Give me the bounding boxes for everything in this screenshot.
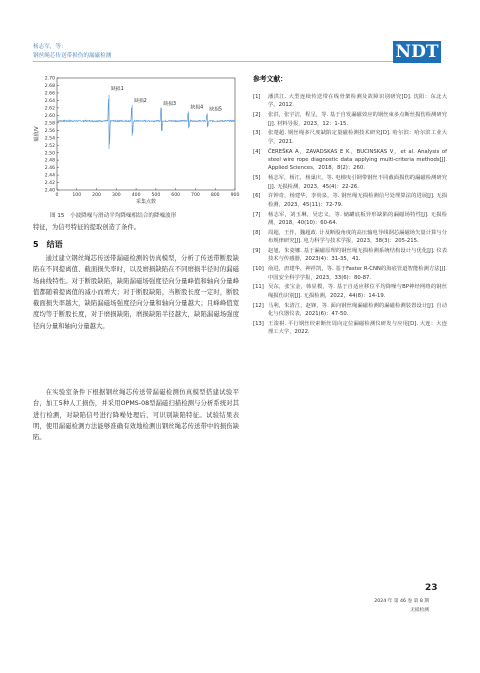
reference-text: 许钟奇，杨建华，李尚泉，等. 钢丝绳无损检测信号处理算法的进展[J]. 无损检测，2023，45(11)：72-79. xyxy=(268,193,447,208)
y-tick-label: 2.54 xyxy=(44,136,55,142)
reference-number: [11] xyxy=(253,284,264,291)
reference-number: [8] xyxy=(253,229,261,236)
reference-number: [4] xyxy=(253,148,261,155)
figure-caption: 图 15 小波降噪与滑动平均降噪相结合的降噪波形 xyxy=(50,213,177,219)
journal-logo xyxy=(393,41,441,63)
x-tick-label: 200 xyxy=(92,193,101,198)
reference-text: 俞进，唐建华，神祥凯，等. 基于Faster R-CNN的海底管道智能检测方法[J]. 中国安全科学学报，2023，33(6)：80-87. xyxy=(268,266,447,281)
reference-number: [7] xyxy=(253,211,261,218)
y-tick-label: 2.70 xyxy=(44,76,55,82)
reference-number: [6] xyxy=(253,193,261,200)
reference-item xyxy=(253,283,447,300)
reference-item xyxy=(253,247,447,264)
defect-annotation: 缺损3 xyxy=(163,101,177,107)
references-heading: 参考文献： xyxy=(253,75,287,83)
y-tick-label: 2.50 xyxy=(44,151,55,157)
section-heading-conclusion: 5 结语 xyxy=(33,240,63,249)
reference-number: [13] xyxy=(253,320,264,327)
defect-annotation: 缺损1 xyxy=(111,86,124,92)
reference-text: 周超，王作，魏超政. 计及断股角度的高压输电导线钢芯漏磁场矢量计算与分布规律研究[J]. 电力科学与技术学报，2023，38(3)：205-215. xyxy=(268,229,447,245)
reference-item xyxy=(253,192,447,209)
y-tick-label: 2.52 xyxy=(44,143,55,149)
y-tick-label: 2.62 xyxy=(44,106,55,112)
chart-svg xyxy=(33,72,243,212)
intro-paragraph: 特征，为信号特征的提取创造了条件。 xyxy=(33,224,141,231)
chart-frame xyxy=(57,78,235,190)
y-tick-label: 2.44 xyxy=(44,173,55,179)
x-tick-label: 500 xyxy=(151,193,161,198)
reference-text: 张楚超. 钢丝绳多尺度缺陷定量磁检测技术研究[D]. 哈尔滨：哈尔滨工业大学，2021. xyxy=(268,130,447,145)
reference-item xyxy=(253,111,447,128)
reference-text: 杨志军，杨江，杨巢庆，等. 电梯曳引钢带钢丝不同截面损伤的漏磁检测研究[J]. 无损检测，2023，45(4)：22-26. xyxy=(268,175,447,190)
reference-text: 潘洪江. 大型连续传送带在线骨架检测及故障识别研究[D]. 沈阳：东北大学，2012. xyxy=(268,94,447,109)
x-tick-label: 100 xyxy=(72,193,82,198)
x-axis-label: 采集点数 xyxy=(135,199,157,205)
y-tick-label: 2.48 xyxy=(44,158,55,164)
reference-item xyxy=(253,93,447,110)
footer-issue: 2024 年 第 46 卷 第 8 期 xyxy=(374,599,429,604)
reference-item xyxy=(253,211,447,228)
defect-annotation: 缺损2 xyxy=(134,98,147,104)
conclusion-paragraph-1: 通过建立钢丝绳芯传送带漏磁检测的仿真模型，分析了传送带断股缺陷在不同提离值、截面损失率时，以及磨损缺陷在不同磨损半径时的漏磁场曲线特性。对于断股缺陷，缺陷漏磁场强度径向分量峰值和轴向分量峰值都随着提离值的减小而增大；对于断股缺陷，当断股长度一定时，断股截面损失率越大，缺陷漏磁场强度径向分量和轴向分量越大；且峰峰值宽度均等于断股长度，对于磨损缺陷，磨损缺陷半径越大，缺陷漏磁场强度径向分量和轴向分量越大。 xyxy=(33,255,239,330)
reference-item xyxy=(253,174,447,191)
x-tick-label: 800 xyxy=(210,193,220,198)
page-number: 23 xyxy=(425,583,438,593)
y-tick-label: 2.40 xyxy=(44,188,55,194)
x-tick-label: 300 xyxy=(111,193,121,198)
conclusion-paragraph-2: 在实验室条件下根据钢丝绳芯传送带漏磁检测仿真模型搭建试验平台，加工5种人工损伤，并采用OPMS-08型漏磁扫描检测与分析系统对其进行检测，对缺陷信号进行降噪处理后，可识别缺陷特征。试验结果表明，使用漏磁检测方法能够准确有效地检测出钢丝绳芯传送带中的损伤缺陷。 xyxy=(33,389,239,442)
reference-number: [3] xyxy=(253,130,261,137)
reference-number: [1] xyxy=(253,94,261,100)
y-axis-label: 幅值/V xyxy=(34,126,40,142)
header-authors: 杨志军，等： xyxy=(33,44,67,50)
reference-number: [2] xyxy=(253,112,261,119)
reference-text: 杨志军，刘玉琳，吴忠义，等. 储罐底板异形缺陷的漏磁场特性[J]. 无损检测，2018，40(10)：60-64. xyxy=(268,211,447,227)
x-tick-label: 600 xyxy=(171,193,181,198)
references-list xyxy=(253,93,447,338)
x-tick-label: 400 xyxy=(131,193,141,198)
journal-logo-text: NDT xyxy=(395,42,439,62)
x-tick-label: 0 xyxy=(55,193,59,198)
reference-text: 马利，朱清江，赵锋，等. 面向钢丝绳漏磁检测的漏磁检测装置设计[J]. 自动化与仪器仪表，2021(6)：47-50. xyxy=(268,302,447,318)
y-tick-label: 2.56 xyxy=(44,128,55,134)
reference-number: [9] xyxy=(253,248,261,255)
y-tick-label: 2.58 xyxy=(44,121,55,127)
defect-annotation: 缺损4 xyxy=(190,105,204,111)
reference-number: [12] xyxy=(253,302,264,309)
reference-item xyxy=(253,302,447,319)
reference-item xyxy=(253,229,447,246)
x-tick-label: 900 xyxy=(230,193,240,198)
reference-item xyxy=(253,148,447,173)
y-tick-label: 2.60 xyxy=(44,113,55,119)
reference-text: ČEREŠKA A，ZAVADSKAS E K，BUCINSKAS V，et al. Analysis of steel wire rope diagnostic data applying multi-criteria methods[J]. Applied Sciences，2018，8(2)：260. xyxy=(268,148,447,172)
y-tick-label: 2.66 xyxy=(44,91,55,97)
header-running-title: 钢丝绳芯传送带损伤的漏磁检测 xyxy=(33,53,112,59)
reference-number: [5] xyxy=(253,175,261,182)
y-tick-label: 2.42 xyxy=(44,181,55,187)
y-tick-label: 2.64 xyxy=(44,99,55,104)
page-header xyxy=(0,0,480,62)
reference-item xyxy=(253,129,447,146)
reference-text: 赵旭，朱姿娜. 基于漏磁原理的钢丝绳无损检测系统结构设计与优化[J]. 仪表技术与传感器，2023(4)：31-35，41. xyxy=(268,248,447,263)
reference-text: 张洪，张宇洁，程呈，等. 基于自发漏磁效应的钢丝束多点断丝损伤检测研究[J]. 材料导报，2023，12：1-15. xyxy=(268,112,447,127)
header-divider xyxy=(33,61,393,62)
reference-text: 吴东，张宝金，韩显模，等. 基于自适应移位平均降噪与BP神经网络的钢丝绳损伤识别[J]. 无损检测，2022，44(8)：14-19. xyxy=(268,284,447,299)
y-tick-label: 2.46 xyxy=(44,166,55,172)
footer-journal-name: 无损检测 xyxy=(410,608,429,613)
reference-item xyxy=(253,320,447,337)
figure-15-chart xyxy=(33,72,243,212)
reference-number: [10] xyxy=(253,266,264,273)
defect-annotation: 缺损5 xyxy=(209,107,222,113)
y-tick-label: 2.68 xyxy=(44,84,55,90)
reference-text: 王浚祺. 平行钢丝绞索断丝周向定位漏磁检测仪研发与应用[D]. 大连：大连理工大学，2022. xyxy=(268,320,447,336)
x-tick-label: 700 xyxy=(191,193,200,198)
reference-item xyxy=(253,265,447,282)
signal-series-line xyxy=(57,99,235,144)
